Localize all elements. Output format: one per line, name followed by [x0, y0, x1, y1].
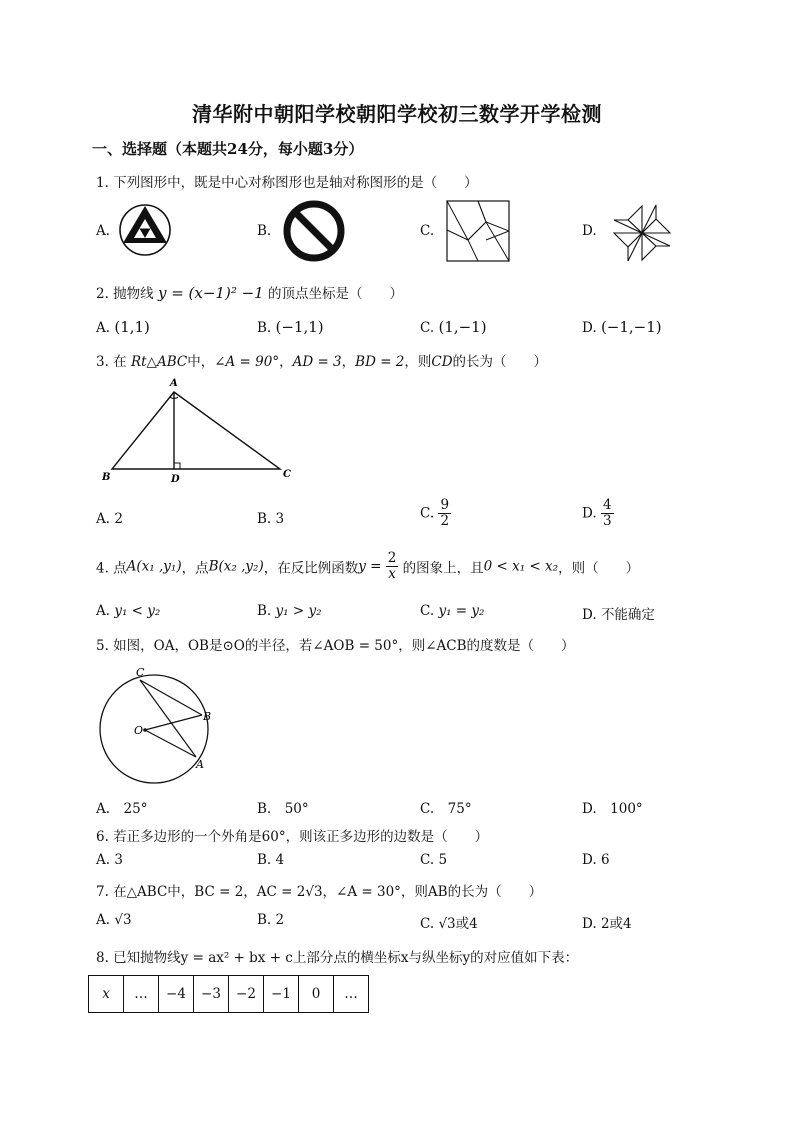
question-8-stem: 8. 已知抛物线y = ax² + bx + c上部分点的横坐标x与纵坐标y的对应值如下表：	[96, 950, 579, 966]
q5-point-o: O	[134, 724, 144, 737]
q3-value-b: 3	[275, 511, 285, 527]
q3-figure	[100, 375, 300, 487]
q7-value-b: 2	[275, 912, 285, 928]
q3-ze: ，则	[404, 354, 432, 370]
q1-figure-d	[612, 204, 672, 262]
q3-label-b: B.	[257, 511, 272, 527]
q6-option-a	[96, 852, 123, 868]
table-row	[89, 976, 369, 1013]
q3-value-a: 2	[114, 511, 123, 527]
q4-option-a	[96, 603, 160, 619]
q5-option-b	[257, 797, 309, 817]
q3-ad: AD = 3	[292, 354, 342, 370]
q6-option-b	[257, 852, 284, 868]
q7-label-c: C.	[420, 916, 435, 932]
q2-label-a: A.	[96, 320, 111, 336]
q3-point-a: A	[170, 378, 178, 389]
table-cell: −1	[264, 976, 299, 1013]
q4-label-d: D.	[582, 607, 597, 623]
q2-label-c: C.	[420, 320, 435, 336]
q5-option-c	[420, 797, 472, 817]
question-4-stem	[96, 551, 639, 582]
q3-option-c	[420, 498, 451, 529]
question-3-stem	[96, 350, 547, 370]
q3-option-a	[96, 511, 123, 527]
q7-label-a: A.	[96, 912, 111, 928]
q8-value-table	[88, 975, 369, 1013]
q3-option-b	[257, 511, 284, 527]
q1-label-a: A.	[96, 223, 111, 239]
q2-label-d: D.	[582, 320, 597, 336]
q3-fraction-d-num: 4	[602, 497, 612, 513]
q3-fraction-d-den: 3	[602, 513, 612, 529]
q7-value-c: √3或4	[438, 916, 478, 932]
q2-option-a	[96, 318, 150, 336]
q2-formula: y = (x−1)² −1	[157, 284, 264, 302]
q3-zhong: 中，	[187, 354, 215, 370]
q4-mid1: ，点	[181, 560, 209, 577]
question-7-stem: 7. 在△ABC中，BC = 2，AC = 2√3，∠A = 30°，则AB的长为（ ）	[96, 884, 543, 900]
question-6-stem: 6. 若正多边形的一个外角是60°，则该正多边形的边数是（ ）	[96, 829, 489, 845]
q4-option-b	[257, 603, 322, 619]
q3-fraction-c-den: 2	[440, 513, 450, 529]
q4-stem-post: ，则（ ）	[558, 560, 640, 577]
q7-value-a: √3	[114, 912, 132, 928]
question-5-stem: 5. 如图，OA，OB是⊙O的半径，若∠AOB = 50°，则∠ACB的度数是（ ）	[96, 638, 575, 654]
q5-label-d: D.	[582, 801, 597, 817]
q2-option-c	[420, 318, 487, 336]
q6-value-b: 4	[275, 852, 285, 868]
q3-bd: BD = 2	[355, 354, 405, 370]
q3-sep1: ，	[279, 354, 293, 370]
q3-triangle: Rt△ABC	[130, 354, 188, 370]
q5-value-d: 100°	[610, 801, 643, 817]
q5-label-c: C.	[420, 801, 435, 817]
q2-value-c: (1,−1)	[438, 318, 487, 336]
q1-figure-a	[117, 202, 173, 258]
q6-label-b: B.	[257, 852, 272, 868]
q4-stem-pre: 4. 点	[96, 560, 127, 577]
q4-mid3: 的图象上，且	[402, 560, 484, 577]
q3-label-a: A.	[96, 511, 111, 527]
q5-label-a: A.	[96, 801, 111, 817]
q2-stem-post: 的顶点坐标是（ ）	[268, 286, 404, 302]
q5-value-b: 50°	[284, 801, 309, 817]
q3-stem-post: 的长为（ ）	[452, 354, 548, 370]
q4-value-a: y₁ < y₂	[114, 603, 161, 619]
q2-label-b: B.	[257, 320, 272, 336]
table-cell: x	[89, 976, 124, 1013]
q7-value-d: 2或4	[600, 916, 632, 932]
q5-point-a: A	[196, 758, 204, 771]
q2-value-a: (1,1)	[114, 318, 150, 336]
q3-cd: CD	[431, 354, 453, 370]
q7-label-b: B.	[257, 912, 272, 928]
q1-figure-b	[282, 199, 346, 263]
q2-value-d: (−1,−1)	[600, 318, 662, 336]
q5-option-a	[96, 797, 147, 817]
q4-fraction	[386, 551, 399, 582]
q2-value-b: (−1,1)	[275, 318, 324, 336]
q5-figure	[96, 663, 222, 785]
q3-point-c: C	[283, 469, 291, 480]
q3-fraction-d	[601, 498, 614, 529]
q3-angle: ∠A = 90°	[214, 354, 280, 370]
q3-label-d: D.	[582, 505, 597, 522]
q4-func-y: y =	[358, 558, 382, 575]
q6-option-c	[420, 852, 447, 868]
q2-option-b	[257, 318, 324, 336]
q4-value-b: y₁ > y₂	[275, 603, 322, 619]
q5-point-b: B	[203, 710, 212, 723]
q4-point-a: A(x₁ ,y₁)	[126, 558, 182, 575]
q3-point-d: D	[171, 474, 180, 485]
q6-option-d	[582, 852, 610, 868]
q2-stem-pre: 2. 抛物线	[96, 286, 154, 302]
table-cell: −4	[159, 976, 194, 1013]
q4-fraction-num: 2	[387, 550, 397, 566]
q7-option-d	[582, 912, 632, 932]
q4-label-b: B.	[257, 603, 272, 619]
q4-fraction-den: x	[388, 566, 396, 582]
q4-label-a: A.	[96, 603, 111, 619]
question-1-stem: 1. 下列图形中，既是中心对称图形也是轴对称图形的是（ ）	[96, 175, 478, 191]
q3-point-b: B	[102, 472, 111, 483]
q4-option-c	[420, 603, 484, 619]
q7-option-b	[257, 912, 284, 928]
q6-label-c: C.	[420, 852, 435, 868]
q4-label-c: C.	[420, 603, 435, 619]
q4-mid2: ，在反比例函数	[263, 560, 359, 577]
q7-option-a	[96, 912, 132, 928]
question-2-stem	[96, 282, 403, 302]
q4-value-d: 不能确定	[600, 607, 655, 623]
q1-figure-c	[446, 200, 510, 262]
q1-label-c: C.	[420, 223, 435, 239]
q5-value-a: 25°	[123, 801, 148, 817]
page-title: 清华附中朝阳学校朝阳学校初三数学开学检测	[192, 102, 602, 126]
q3-fraction-c-num: 9	[440, 497, 450, 513]
q1-label-b: B.	[257, 223, 272, 239]
q5-point-c: C	[136, 666, 145, 679]
q5-label-b: B.	[257, 801, 272, 817]
q3-label-c: C.	[420, 505, 435, 522]
q3-sep2: ，	[341, 354, 356, 370]
table-cell: −3	[194, 976, 229, 1013]
q5-option-d	[582, 797, 643, 817]
q4-option-d	[582, 603, 655, 623]
q7-option-c	[420, 912, 478, 932]
q6-value-a: 3	[114, 852, 123, 868]
q5-value-c: 75°	[447, 801, 472, 817]
table-cell: −2	[229, 976, 264, 1013]
q6-value-d: 6	[600, 852, 610, 868]
section-heading: 一、选择题（本题共24分，每小题3分）	[92, 140, 364, 158]
q4-value-c: y₁ = y₂	[438, 603, 485, 619]
q2-option-d	[582, 318, 662, 336]
table-cell: …	[124, 976, 159, 1013]
q4-condition: 0 < x₁ < x₂	[483, 558, 559, 575]
q3-fraction-c	[438, 498, 451, 529]
table-cell: 0	[299, 976, 334, 1013]
table-cell: …	[334, 976, 369, 1013]
q6-label-a: A.	[96, 852, 111, 868]
q4-point-b: B(x₂ ,y₂)	[208, 558, 264, 575]
q3-option-d	[582, 498, 614, 529]
q3-stem-pre: 3. 在	[96, 354, 127, 370]
q7-label-d: D.	[582, 916, 597, 932]
q1-label-d: D.	[582, 223, 597, 239]
q6-label-d: D.	[582, 852, 597, 868]
q6-value-c: 5	[438, 852, 448, 868]
